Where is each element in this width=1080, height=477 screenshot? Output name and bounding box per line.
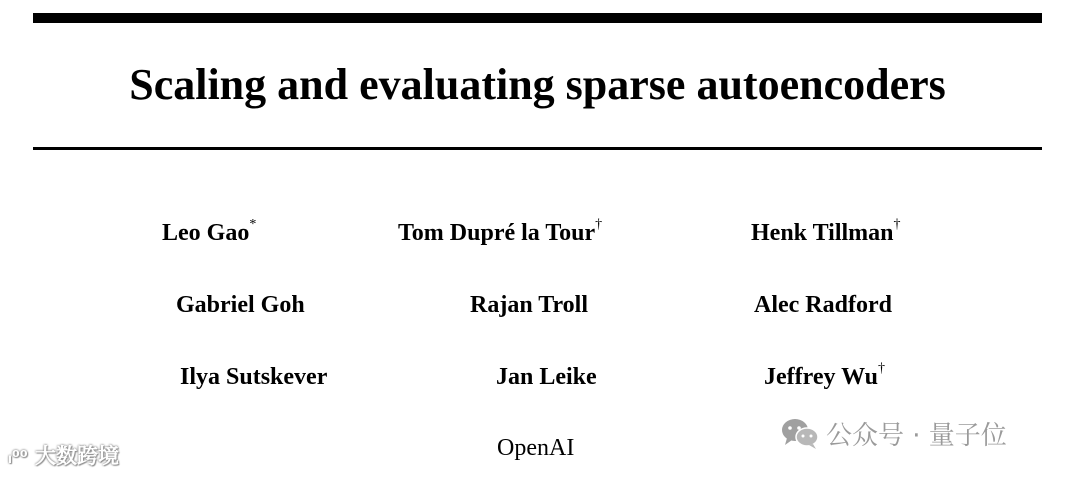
- author: [764, 362, 885, 392]
- author-name: Tom Dupré la Tour: [398, 220, 596, 246]
- author-mark: †: [893, 217, 901, 232]
- author: [751, 218, 901, 248]
- author-name: Gabriel Goh: [176, 292, 305, 318]
- author-name: Alec Radford: [754, 292, 892, 318]
- author-mark: †: [595, 217, 603, 232]
- author: [496, 362, 597, 392]
- watermark-left-text: 大数跨境: [35, 444, 120, 468]
- watermark-left: [8, 440, 119, 470]
- watermark-right: [780, 416, 1007, 450]
- author: [180, 362, 327, 392]
- wechat-icon: [780, 416, 820, 450]
- author: [398, 218, 602, 248]
- watermark-logo-icon: ₗ⁰⁰: [8, 447, 28, 468]
- author-mark: †: [878, 361, 885, 376]
- title-bottom-rule: [33, 147, 1042, 150]
- paper-title: Scaling and evaluating sparse autoencoders: [129, 60, 946, 109]
- author: [470, 290, 588, 320]
- author-name: Leo Gao: [162, 220, 250, 246]
- affiliation: OpenAI: [497, 435, 575, 461]
- author-name: Jeffrey Wu: [764, 364, 878, 390]
- author-name: Jan Leike: [496, 364, 597, 390]
- author: [754, 290, 892, 320]
- watermark-right-text: 公众号 · 量子位: [826, 420, 1007, 451]
- author-name: Henk Tillman: [751, 220, 894, 246]
- author-name: Ilya Sutskever: [180, 364, 328, 390]
- top-rule: [33, 13, 1042, 23]
- author-mark: *: [249, 217, 257, 232]
- author: [176, 290, 305, 320]
- author-name: Rajan Troll: [470, 292, 589, 318]
- author: [162, 218, 256, 248]
